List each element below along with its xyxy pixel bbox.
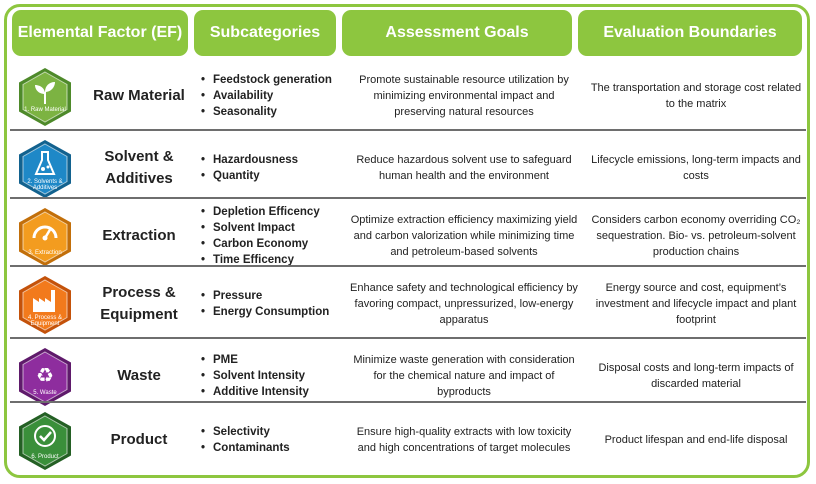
subcategory-list: [201, 60, 346, 132]
subcategory-item: • Contaminants: [201, 440, 346, 456]
factor-row: [6, 132, 808, 204]
factor-row: [6, 404, 808, 476]
evaluation-boundary: Lifecycle emissions, long-term impacts and costs: [591, 154, 801, 182]
evaluation-boundary: Energy source and cost, equipment’s investment and lifecycle impact and plant footprint: [595, 282, 797, 326]
factor-row: [6, 200, 808, 272]
sprout-icon: [14, 66, 76, 128]
subcategory-item: • PME: [201, 352, 346, 368]
subcategory-list: [201, 404, 346, 476]
factor-name: Extraction: [102, 227, 176, 244]
header-elemental-factor: Elemental Factor (EF): [12, 10, 188, 56]
subcategory-item: • Quantity: [201, 168, 346, 184]
evaluation-boundary: Considers carbon economy overriding CO₂ sequestration. Bio- vs. petroleum-solvent production chains: [591, 214, 801, 258]
assessment-goal: Minimize waste generation with consideration for the chemical nature and impact of byproducts: [353, 354, 575, 398]
factory-icon: [14, 274, 76, 336]
row-divider: [10, 129, 806, 131]
row-divider: [10, 337, 806, 339]
subcategory-item: • Additive Intensity: [201, 384, 346, 400]
svg-text:♻: ♻: [36, 363, 54, 387]
subcategory-item: • Energy Consumption: [201, 304, 346, 320]
icon-caption: 3. Extraction: [28, 250, 62, 256]
row-divider: [10, 197, 806, 199]
subcategory-item: • Pressure: [201, 288, 346, 304]
evaluation-boundary: The transportation and storage cost related to the matrix: [590, 82, 802, 110]
subcategory-item: • Seasonality: [201, 104, 346, 120]
header-subcategories: Subcategories: [194, 10, 336, 56]
icon-caption: 1. Raw Material: [24, 107, 66, 113]
assessment-goal: Enhance safety and technological efficiency by favoring compact, unpressurized, low-energy apparatus: [350, 282, 578, 326]
subcategory-item: • Solvent Impact: [201, 220, 346, 236]
subcategory-item: • Carbon Economy: [201, 236, 346, 252]
subcategory-item: • Feedstock generation: [201, 72, 346, 88]
icon-caption: 2. Solvents & Additives: [27, 179, 63, 191]
factor-name: Process & Equipment: [100, 284, 178, 323]
recycle-icon: [14, 346, 76, 408]
subcategory-list: [201, 268, 346, 340]
gauge-icon: [14, 206, 76, 268]
assessment-goal: Ensure high-quality extracts with low toxicity and high concentrations of target molecules: [356, 426, 572, 454]
flask-icon: [14, 138, 76, 200]
assessment-goal: Optimize extraction efficiency maximizing yield and carbon valorization while minimizing time and petroleum-based solvents: [350, 214, 578, 258]
subcategory-item: • Solvent Intensity: [201, 368, 346, 384]
subcategory-list: [201, 132, 346, 204]
subcategory-item: • Availability: [201, 88, 346, 104]
icon-caption: 5. Waste: [33, 390, 57, 396]
row-divider: [10, 401, 806, 403]
evaluation-boundary: Product lifespan and end-life disposal: [604, 434, 788, 446]
product-badge-icon: [14, 410, 76, 472]
subcategory-item: • Depletion Efficency: [201, 204, 346, 220]
assessment-goal: Reduce hazardous solvent use to safeguard human health and the environment: [356, 154, 572, 182]
evaluation-boundary: Disposal costs and long-term impacts of discarded material: [598, 362, 794, 390]
subcategory-item: • Hazardousness: [201, 152, 346, 168]
subcategory-item: • Time Efficency: [201, 252, 346, 268]
header-assessment-goals: Assessment Goals: [342, 10, 572, 56]
icon-caption: 6. Product: [31, 454, 59, 460]
factor-name: Waste: [117, 367, 161, 384]
factor-name: Product: [110, 431, 168, 448]
factor-name: Raw Material: [93, 87, 185, 104]
subcategory-item: • Selectivity: [201, 424, 346, 440]
subcategory-list: [201, 200, 346, 272]
assessment-goal: Promote sustainable resource utilization by minimizing environmental impact and preserving natural resources: [359, 74, 569, 118]
header-evaluation-boundaries: Evaluation Boundaries: [578, 10, 802, 56]
factor-row: [6, 268, 808, 340]
factor-name: Solvent & Additives: [104, 148, 174, 187]
row-divider: [10, 265, 806, 267]
factor-row: [6, 60, 808, 132]
icon-caption: 4. Process & Equipment: [27, 315, 63, 327]
